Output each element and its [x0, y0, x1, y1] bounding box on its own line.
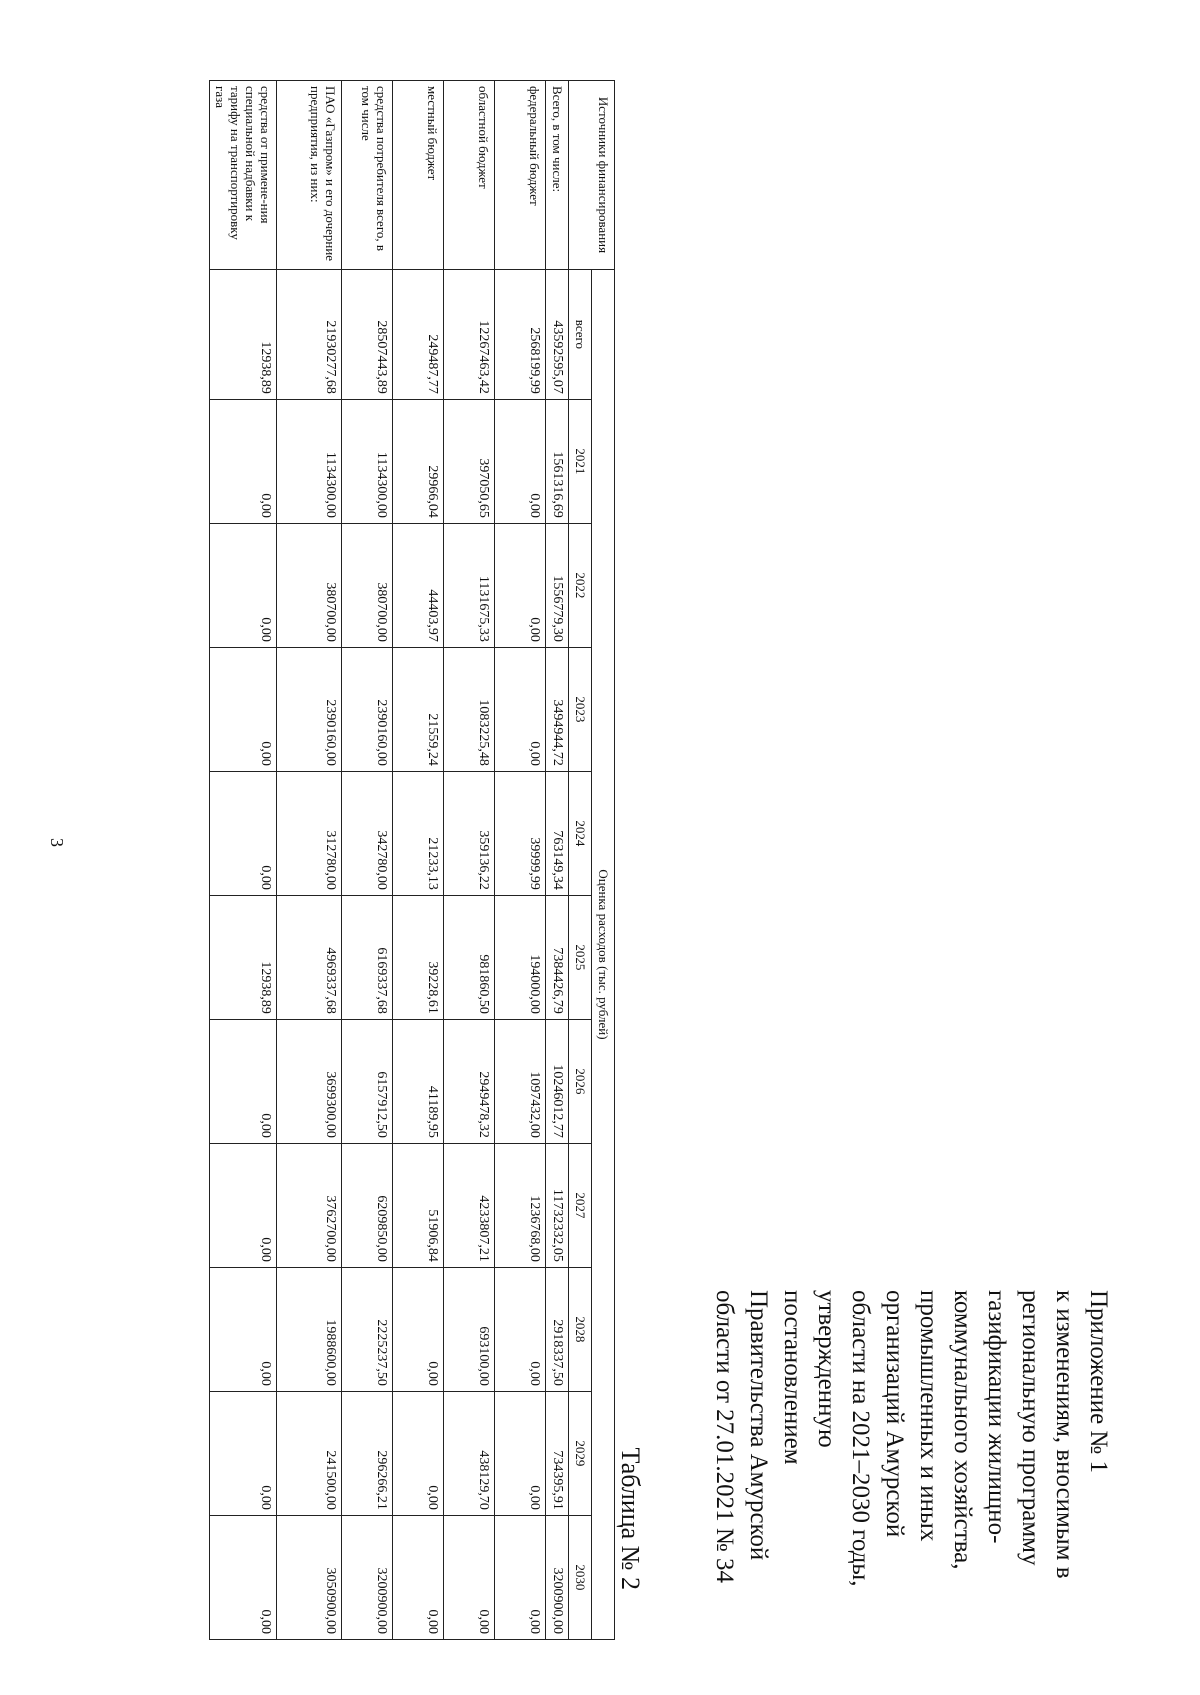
header-year: 2022 [569, 523, 592, 647]
row-label: средства потребителя всего, в том числе [342, 81, 393, 270]
header-total: всего [569, 269, 592, 399]
row-year-cell: 0,00 [495, 399, 546, 523]
row-year-cell: 0,00 [393, 1267, 444, 1391]
header-year: 2024 [569, 771, 592, 895]
row-year-cell: 0,00 [210, 1143, 277, 1267]
row-year-cell: 1556779,30 [546, 523, 569, 647]
row-year-cell: 1134300,00 [277, 399, 342, 523]
row-year-cell: 380700,00 [277, 523, 342, 647]
row-year-cell: 1097432,00 [495, 1019, 546, 1143]
row-year-cell: 0,00 [495, 1515, 546, 1639]
row-year-cell: 1988600,00 [277, 1267, 342, 1391]
appendix-line: к изменениям, вносимым в [1051, 1290, 1078, 1579]
row-label: Всего, в том числе: [546, 81, 569, 270]
row-year-cell: 1083225,48 [444, 647, 495, 771]
row-year-cell: 1131675,33 [444, 523, 495, 647]
row-label: ПАО «Газпром» и его дочерние предприятия, из них: [277, 81, 342, 270]
row-year-cell: 4969337,68 [277, 895, 342, 1019]
row-year-cell: 2390160,00 [277, 647, 342, 771]
row-total-cell: 21930277,68 [277, 269, 342, 399]
table-row [546, 81, 569, 1640]
row-year-cell: 296266,21 [342, 1391, 393, 1515]
row-total-cell: 249487,77 [393, 269, 444, 399]
row-year-cell: 0,00 [393, 1515, 444, 1639]
row-year-cell: 734395,91 [546, 1391, 569, 1515]
row-year-cell: 0,00 [444, 1515, 495, 1639]
row-year-cell: 4233807,21 [444, 1143, 495, 1267]
header-year: 2028 [569, 1267, 592, 1391]
table-caption: Таблица № 2 [616, 1447, 645, 1590]
row-year-cell: 194000,00 [495, 895, 546, 1019]
appendix-line: газификации жилищно- [983, 1290, 1010, 1544]
row-year-cell: 1236768,00 [495, 1143, 546, 1267]
row-year-cell: 359136,22 [444, 771, 495, 895]
appendix-line: региональную программу [1017, 1290, 1044, 1566]
row-year-cell: 241500,00 [277, 1391, 342, 1515]
row-year-cell: 0,00 [210, 647, 277, 771]
header-estimate: Оценка расходов (тыс. рублей) [592, 269, 615, 1639]
row-year-cell: 11732332,05 [546, 1143, 569, 1267]
row-year-cell: 3699300,00 [277, 1019, 342, 1143]
row-year-cell: 0,00 [210, 523, 277, 647]
header-year: 2027 [569, 1143, 592, 1267]
row-year-cell: 39228,61 [393, 895, 444, 1019]
row-year-cell: 0,00 [210, 771, 277, 895]
row-year-cell: 6157912,50 [342, 1019, 393, 1143]
row-year-cell: 3050900,00 [277, 1515, 342, 1639]
row-year-cell: 3200900,00 [546, 1515, 569, 1639]
row-label: местный бюджет [393, 81, 444, 270]
row-year-cell: 0,00 [210, 399, 277, 523]
row-year-cell: 0,00 [210, 1515, 277, 1639]
row-year-cell: 1134300,00 [342, 399, 393, 523]
row-total-cell: 2568199,99 [495, 269, 546, 399]
table-row [342, 81, 393, 1640]
row-year-cell: 6209850,00 [342, 1143, 393, 1267]
row-total-cell: 12938,89 [210, 269, 277, 399]
row-year-cell: 51906,84 [393, 1143, 444, 1267]
row-total-cell: 28507443,89 [342, 269, 393, 399]
row-year-cell: 342780,00 [342, 771, 393, 895]
row-year-cell: 41189,95 [393, 1019, 444, 1143]
row-year-cell: 0,00 [393, 1391, 444, 1515]
header-year: 2025 [569, 895, 592, 1019]
row-year-cell: 763149,34 [546, 771, 569, 895]
row-year-cell: 44403,97 [393, 523, 444, 647]
row-year-cell: 693100,00 [444, 1267, 495, 1391]
appendix-line: Приложение № 1 [1085, 1290, 1112, 1474]
row-year-cell: 380700,00 [342, 523, 393, 647]
page-number: 3 [47, 838, 67, 847]
appendix-line: постановлением [779, 1290, 806, 1465]
header-sources: Источники финансирования [569, 81, 615, 270]
row-year-cell: 21559,24 [393, 647, 444, 771]
row-year-cell: 981860,50 [444, 895, 495, 1019]
row-year-cell: 0,00 [495, 1391, 546, 1515]
row-label: областной бюджет [444, 81, 495, 270]
appendix-line: области на 2021–2030 годы, [847, 1290, 874, 1587]
row-year-cell: 0,00 [495, 523, 546, 647]
row-year-cell: 6169337,68 [342, 895, 393, 1019]
row-year-cell: 0,00 [210, 1391, 277, 1515]
row-total-cell: 12267463,42 [444, 269, 495, 399]
appendix-block [707, 1290, 1115, 1630]
row-year-cell: 21233,13 [393, 771, 444, 895]
table-body [210, 81, 569, 1640]
row-year-cell: 397050,65 [444, 399, 495, 523]
appendix-line: Правительства Амурской [745, 1290, 772, 1561]
row-year-cell: 2225237,50 [342, 1267, 393, 1391]
financing-table [209, 80, 615, 1640]
row-year-cell: 0,00 [210, 1019, 277, 1143]
row-year-cell: 10246012,77 [546, 1019, 569, 1143]
row-total-cell: 43592595,07 [546, 269, 569, 399]
row-year-cell: 2390160,00 [342, 647, 393, 771]
row-year-cell: 3762700,00 [277, 1143, 342, 1267]
table-row [210, 81, 277, 1640]
row-year-cell: 12938,89 [210, 895, 277, 1019]
header-year: 2029 [569, 1391, 592, 1515]
row-year-cell: 2949478,32 [444, 1019, 495, 1143]
appendix-line: коммунального хозяйства, [949, 1290, 976, 1570]
table-row [444, 81, 495, 1640]
appendix-line: области от 27.01.2021 № 34 [711, 1290, 738, 1584]
appendix-line: организаций Амурской [881, 1290, 908, 1538]
row-year-cell: 39999,99 [495, 771, 546, 895]
table-row [393, 81, 444, 1640]
header-year: 2026 [569, 1019, 592, 1143]
financing-table-wrap [209, 80, 615, 1634]
row-year-cell: 29966,04 [393, 399, 444, 523]
table-row [277, 81, 342, 1640]
row-label: средства от примене-ния специальной надбавки к тарифу на транспортировку газа [210, 81, 277, 270]
row-year-cell: 438129,70 [444, 1391, 495, 1515]
row-year-cell: 2918337,50 [546, 1267, 569, 1391]
table-row [495, 81, 546, 1640]
row-year-cell: 0,00 [210, 1267, 277, 1391]
row-year-cell: 0,00 [495, 1267, 546, 1391]
row-year-cell: 1561316,69 [546, 399, 569, 523]
rotated-page-content [5, 30, 1175, 1690]
appendix-line: промышленных и иных [915, 1290, 942, 1542]
header-year: 2021 [569, 399, 592, 523]
row-year-cell: 3200900,00 [342, 1515, 393, 1639]
row-year-cell: 3494944,72 [546, 647, 569, 771]
appendix-line: утвержденную [813, 1290, 840, 1448]
header-year: 2030 [569, 1515, 592, 1639]
header-year: 2023 [569, 647, 592, 771]
row-year-cell: 0,00 [495, 647, 546, 771]
row-year-cell: 7384426,79 [546, 895, 569, 1019]
row-year-cell: 312780,00 [277, 771, 342, 895]
row-label: федеральный бюджет [495, 81, 546, 270]
